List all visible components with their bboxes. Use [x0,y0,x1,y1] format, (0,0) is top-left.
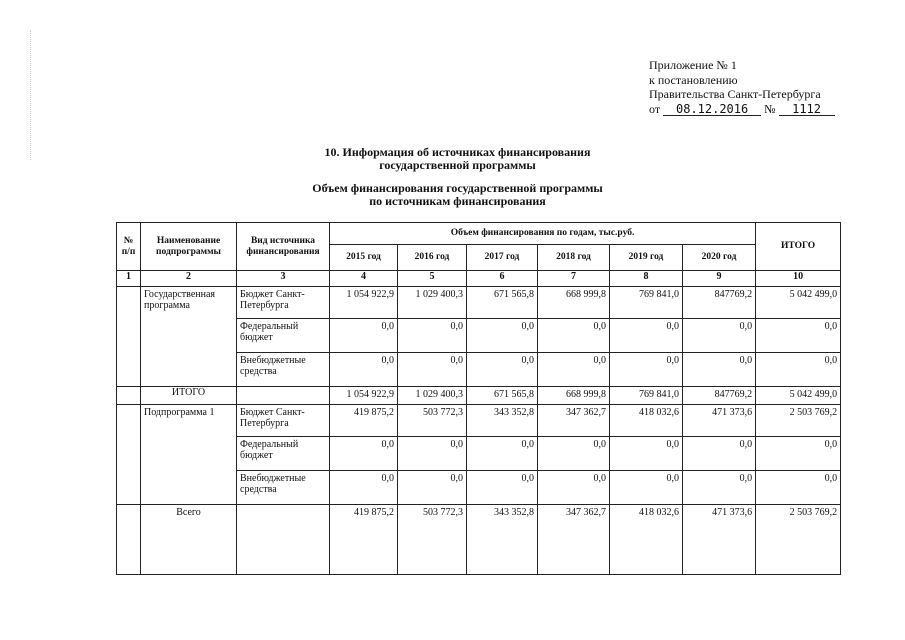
value-cell: 418 032,6 [610,505,683,575]
decree-number: 1112 [779,103,835,116]
section-title-line-2: государственной программы [379,158,536,172]
value-cell: 0,0 [330,437,398,471]
value-cell: 503 772,3 [398,505,467,575]
value-cell: 668 999,8 [538,387,610,405]
column-number: 6 [467,271,538,287]
value-cell: 0,0 [330,319,398,353]
header-year: 2019 год [610,245,683,271]
total-cell: 5 042 499,0 [756,287,841,319]
header-subprogram: Наименование подпрограммы [141,223,237,271]
subprogram-name-cell: Подпрограмма 1 [141,405,237,505]
financing-table [116,222,841,575]
value-cell: 503 772,3 [398,405,467,437]
table-row [117,287,841,319]
value-cell: 0,0 [330,471,398,505]
source-cell [237,505,330,575]
value-cell: 419 875,2 [330,505,398,575]
source-cell: Внебюджетные средства [237,353,330,387]
column-number-row [117,271,841,287]
value-cell: 0,0 [538,471,610,505]
row-number-cell [117,405,141,505]
itogo-label: ИТОГО [141,387,237,405]
table-title [240,182,675,208]
value-cell: 0,0 [538,319,610,353]
appendix-line-3: Правительства Санкт-Петербурга [649,87,821,101]
value-cell: 471 373,6 [683,505,756,575]
value-cell: 347 362,7 [538,505,610,575]
value-cell: 0,0 [683,319,756,353]
total-cell: 0,0 [756,471,841,505]
row-number-cell [117,287,141,387]
total-cell: 0,0 [756,437,841,471]
header-source: Вид источника финансирования [237,223,330,271]
column-number: 8 [610,271,683,287]
appendix-block [649,58,835,116]
table-row [117,405,841,437]
column-number: 4 [330,271,398,287]
value-cell: 668 999,8 [538,287,610,319]
value-cell: 1 029 400,3 [398,387,467,405]
value-cell: 0,0 [538,437,610,471]
row-number-cell [117,505,141,575]
scan-margin-marks [30,30,35,160]
source-cell [237,387,330,405]
total-cell: 5 042 499,0 [756,387,841,405]
vsego-label: Всего [141,505,237,575]
value-cell: 0,0 [398,437,467,471]
value-cell: 0,0 [467,353,538,387]
value-cell: 0,0 [398,353,467,387]
number-label: № [764,101,776,116]
total-cell: 2 503 769,2 [756,405,841,437]
column-number: 10 [756,271,841,287]
value-cell: 0,0 [398,319,467,353]
value-cell: 0,0 [683,471,756,505]
source-cell: Федеральный бюджет [237,319,330,353]
total-cell: 0,0 [756,353,841,387]
column-number: 3 [237,271,330,287]
column-number: 1 [117,271,141,287]
value-cell: 1 054 922,9 [330,387,398,405]
table-title-line-1: Объем финансирования государственной программы [312,181,603,195]
value-cell: 0,0 [683,353,756,387]
value-cell: 0,0 [610,437,683,471]
value-cell: 0,0 [467,437,538,471]
value-cell: 0,0 [610,471,683,505]
value-cell: 471 373,6 [683,405,756,437]
source-cell: Внебюджетные средства [237,471,330,505]
header-year: 2018 год [538,245,610,271]
value-cell: 671 565,8 [467,287,538,319]
table-row [117,387,841,405]
source-cell: Бюджет Санкт-Петербурга [237,287,330,319]
source-cell: Бюджет Санкт-Петербурга [237,405,330,437]
value-cell: 0,0 [467,471,538,505]
header-volume: Объем финансирования по годам, тыс.руб. [330,223,756,245]
header-year: 2017 год [467,245,538,271]
value-cell: 343 352,8 [467,405,538,437]
header-year: 2020 год [683,245,756,271]
appendix-line-2: к постановлению [649,72,738,87]
total-cell: 2 503 769,2 [756,505,841,575]
value-cell: 419 875,2 [330,405,398,437]
source-cell: Федеральный бюджет [237,437,330,471]
value-cell: 847769,2 [683,387,756,405]
section-title [240,146,675,172]
from-label: от [649,101,661,116]
table-row [117,505,841,575]
column-number: 9 [683,271,756,287]
value-cell: 418 032,6 [610,405,683,437]
table-title-line-2: по источникам финансирования [369,194,546,208]
value-cell: 343 352,8 [467,505,538,575]
value-cell: 847769,2 [683,287,756,319]
header-year: 2015 год [330,245,398,271]
header-year: 2016 год [398,245,467,271]
value-cell: 769 841,0 [610,387,683,405]
total-cell: 0,0 [756,319,841,353]
value-cell: 0,0 [683,437,756,471]
header-num: № п/п [117,223,141,271]
value-cell: 0,0 [610,353,683,387]
header-total: ИТОГО [756,223,841,271]
value-cell: 1 029 400,3 [398,287,467,319]
value-cell: 0,0 [330,353,398,387]
column-number: 5 [398,271,467,287]
row-number-cell [117,387,141,405]
decree-date: 08.12.2016 [663,103,761,116]
value-cell: 671 565,8 [467,387,538,405]
value-cell: 347 362,7 [538,405,610,437]
section-title-line-1: 10. Информация об источниках финансирования [324,145,591,159]
column-number: 2 [141,271,237,287]
appendix-date-line [649,102,835,117]
column-number: 7 [538,271,610,287]
value-cell: 0,0 [538,353,610,387]
program-name-cell: Государственная программа [141,287,237,387]
value-cell: 769 841,0 [610,287,683,319]
value-cell: 0,0 [398,471,467,505]
value-cell: 1 054 922,9 [330,287,398,319]
value-cell: 0,0 [467,319,538,353]
value-cell: 0,0 [610,319,683,353]
appendix-line-1: Приложение № 1 [649,58,737,72]
